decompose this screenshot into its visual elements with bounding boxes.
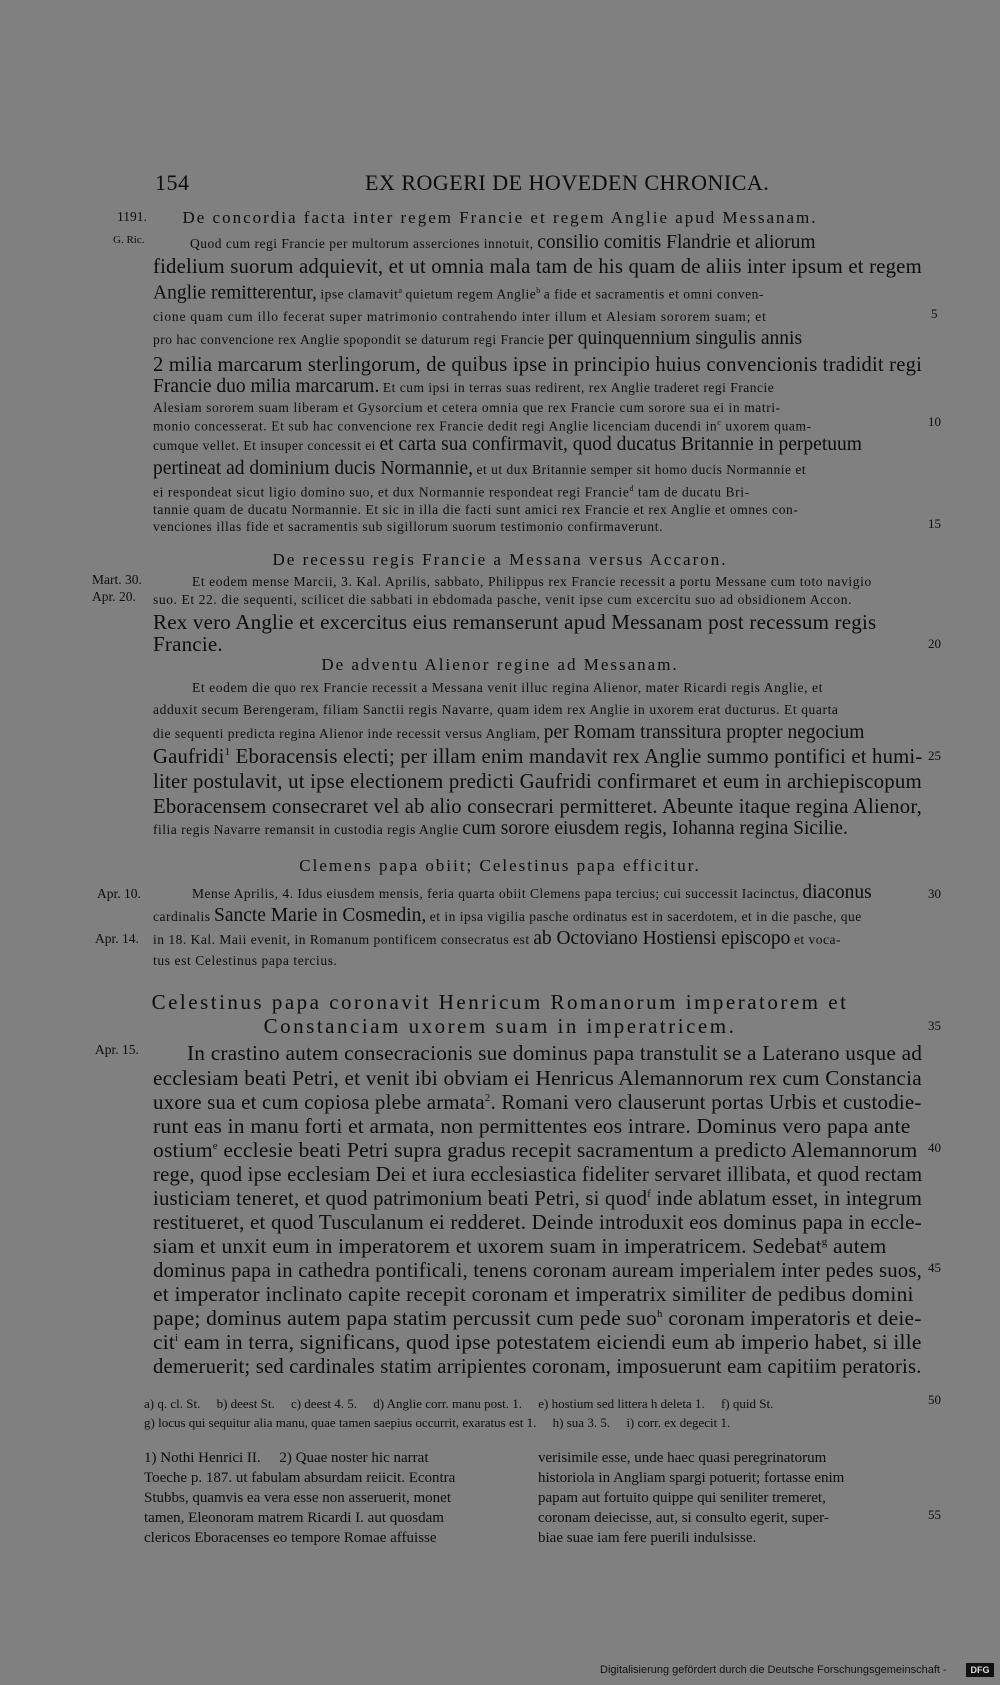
section-heading: De adventu Alienor regine ad Messanam.	[321, 655, 679, 674]
margin-date: Apr. 10.	[97, 886, 141, 901]
apparatus-line: a) q. cl. St. b) deest St. c) deest 4. 5. d) Anglie corr. manu post. 1. e) hostium sed littera h deleta 1. f) quid St.	[144, 1396, 774, 1411]
text-line: suo. Et 22. die sequenti, scilicet die sabbati in ebdomada pasche, venit ipse cum excercitu suo ad obsidionem Accon.	[153, 592, 853, 607]
digitization-credit: Digitalisierung gefördert durch die Deutsche Forschungsgemeinschaft -	[600, 1664, 947, 1676]
running-title: EX ROGERI DE HOVEDEN CHRONICA.	[365, 170, 770, 195]
footnote-line: biae suae iam fere puerili indulsisse.	[538, 1530, 757, 1546]
line-number: 10	[928, 414, 941, 429]
text-line: pro hac convencione rex Anglie spopondit se daturum regi Francie per quinquennium singulis annis	[153, 328, 803, 349]
text-line: ei respondeat sicut ligio domino suo, et dux Normannie respondeat regi Francie$^d$ tam de ducatu Bri-	[153, 484, 750, 500]
line-number: 35	[928, 1018, 941, 1033]
text-line: Rex vero Anglie et excercitus eius remanserunt apud Messanam post recessum regis	[153, 610, 877, 634]
text-line: liter postulavit, ut ipse electionem predicti Gaufridi confirmaret et eum in archiepiscopum	[153, 769, 922, 793]
text-line: in 18. Kal. Maii evenit, in Romanum pontificem consecratus est ab Octoviano Hostiensi episcopo et voca-	[153, 928, 842, 949]
margin-date: Apr. 14.	[95, 931, 139, 946]
text-line: fidelium suorum adquievit, et ut omnia mala tam de his quam de aliis inter ipsum et regem	[153, 254, 922, 278]
text-line: cumque vellet. Et insuper concessit ei et carta sua confirmavit, quod ducatus Britannie in perpetuum	[153, 434, 862, 455]
line-number: 40	[928, 1140, 941, 1155]
footnote-line: papam aut fortuito quippe qui seniliter tremeret,	[538, 1490, 826, 1506]
section-heading: Constanciam uxorem suam in imperatricem.	[263, 1014, 737, 1038]
text-line: Et eodem mense Marcii, 3. Kal. Aprilis, sabbato, Philippus rex Francie recessit a portu Messane cum toto navigio	[192, 574, 872, 589]
text-line: monio concesserat. Et sub hac convencione rex Francie dedit regi Anglie licenciam ducendi $in^c$ uxorem quam-	[153, 418, 812, 434]
margin-year: 1191.	[117, 209, 147, 224]
text-line: ecclesiam beati Petri, et venit ibi obviam ei Henricus Alemannorum rex cum Constancia	[153, 1066, 922, 1090]
line-number: 20	[928, 636, 941, 651]
line-number: 25	[928, 748, 941, 763]
footnote-line: coronam deiecisse, aut, si consulto egerit, super-	[538, 1510, 829, 1526]
text-line: Mense Aprilis, 4. Idus eiusdem mensis, feria quarta obiit Clemens papa tercius; cui successit Iacinctus, diaconus	[192, 882, 872, 903]
text-line: adduxit secum Berengeram, filiam Sanctii regis Navarre, quam idem rex Anglie in uxorem erat ducturus. Et quarta	[153, 702, 839, 717]
section-heading: De concordia facta inter regem Francie et regem Anglie apud Messanam.	[182, 208, 818, 227]
margin-date: Mart. 30.	[92, 572, 142, 587]
section-heading: Celestinus papa coronavit Henricum Romanorum imperatorem et	[151, 990, 849, 1014]
text-line: restitueret, et quod Tusculanum ei redderet. Deinde introduxit eos dominus papa in eccle-	[153, 1210, 922, 1234]
text-line: tannie quam de ducatu Normannie. Et sic in illa die facti sunt amici rex Francie et rex Anglie et omnes con-	[153, 502, 799, 517]
text-line: iusticiam teneret, et quod patrimonium beati Petri, si quod$^f$ inde ablatum esset, in integrum	[153, 1186, 923, 1210]
margin-date: Apr. 15.	[95, 1042, 139, 1057]
text-line: Anglie remitterentur, ipse clamavit$^a$ quietum regem Anglie$^b$ a fide et sacramentis et omni conven-	[153, 282, 764, 304]
line-number: 5	[931, 306, 938, 321]
text-line: pape; dominus autem papa statim percussit cum pede suo$^h$ coronam imperatoris et deie-	[153, 1306, 922, 1330]
text-line: Francie.	[153, 632, 223, 656]
line-number: 45	[928, 1260, 941, 1275]
text-line: demeruerit; sed cardinales statim arripientes coronam, imposuerunt eam capitiim peratoris.	[153, 1354, 922, 1378]
footnote-line: clericos Eboracenses eo tempore Romae affuisse	[144, 1530, 437, 1546]
line-number: 30	[928, 886, 941, 901]
margin-date: Apr. 20.	[92, 589, 136, 604]
text-line: Eboracensem consecraret vel ab alio consecrari permitteret. Abeunte itaque regina Alienor,	[153, 794, 922, 818]
text-line: In crastino autem consecracionis sue dominus papa transtulit se a Laterano usque ad	[187, 1041, 923, 1065]
text-line: pertineat ad dominium ducis Normannie, et ut dux Britannie semper sit homo ducis Normannie et	[153, 458, 807, 479]
text-line: Quod cum regi Francie per multorum asserciones innotuit, consilio comitis Flandrie et aliorum	[190, 232, 816, 253]
text-line: 2 milia marcarum sterlingorum, de quibus ipse in principio huius convencionis tradidit regi	[153, 352, 922, 376]
text-line: cardinalis Sancte Marie in Cosmedin, et in ipsa vigilia pasche ordinatus est in sacerdotem, et in die pasche, que	[153, 905, 862, 926]
text-line: siam et unxit eum in imperatorem et uxorem suam in imperatricem. Sedebat$^g$ autem	[153, 1234, 887, 1258]
text-line: filia regis Navarre remansit in custodia regis Anglie cum sorore eiusdem regis, Iohanna regina Sicilie.	[153, 818, 848, 839]
text-line: et imperator inclinato capite recepit coronam et imperatrix similiter de pedibus domini	[153, 1282, 914, 1306]
text-line: tus est Celestinus papa tercius.	[153, 953, 338, 968]
text-line: die sequenti predicta regina Alienor inde recessit versus Angliam, per Romam transsitura propter negocium	[153, 722, 865, 743]
text-line: ostium$^e$ ecclesie beati Petri supra gradus recepit sacramentum a predicto Alemannorum	[153, 1138, 918, 1162]
apparatus-line: g) locus qui sequitur alia manu, quae tamen saepius occurrit, exaratus est 1. h) sua 3. 5. i) corr. ex degecit 1.	[144, 1415, 731, 1430]
line-number: 15	[928, 516, 941, 531]
text-line: dominus papa in cathedra pontificali, tenens coronam auream imperialem inter pedes suos,	[153, 1258, 922, 1282]
footnote-line: tamen, Eleonoram matrem Ricardi I. aut quosdam	[144, 1510, 444, 1526]
line-number: 50	[928, 1392, 941, 1407]
text-line: runt eas in manu forti et armata, non permittentes eos intrare. Dominus vero papa ante	[153, 1114, 911, 1138]
section-heading: Clemens papa obiit; Celestinus papa efficitur.	[299, 856, 701, 875]
section-heading: De recessu regis Francie a Messana versus Accaron.	[272, 550, 728, 569]
text-line: Francie duo milia marcarum. Et cum ipsi in terras suas redirent, rex Anglie traderet regi Francie	[153, 376, 775, 397]
text-line: cit$^i$ eam in terra, significans, quod ipse potestatem eiciendi eum ab imperio habet, si ille	[153, 1330, 922, 1354]
text-line: uxore sua et cum copiosa plebe armata$^2$. Romani vero clauserunt portas Urbis et custodie-	[153, 1090, 922, 1114]
footnote-line: 1) Nothi Henrici II. 2) Quae noster hic narrat	[144, 1450, 429, 1466]
text-line: venciones illas fide et sacramentis sub sigillorum suorum testimonio confirmaverunt.	[153, 519, 664, 534]
text-line: Alesiam sororem suam liberam et Gysorcium et cetera omnia que rex Francie cum sorore sua ei in matri-	[153, 400, 781, 415]
footnote-line: historiola in Angliam spargi potuerit; fortasse enim	[538, 1470, 845, 1486]
text-line: cione quam cum illo fecerat super matrimonio contrahendo inter illum et Alesiam sororem suam; et	[153, 309, 767, 324]
dfg-logo: DFG	[966, 1663, 994, 1677]
text-line: Et eodem die quo rex Francie recessit a Messana venit illuc regina Alienor, mater Ricardi regis Anglie, et	[192, 680, 823, 695]
text-line: rege, quod ipse ecclesiam Dei et iura ecclesiastica fideliter servaret illibata, et quod rectam	[153, 1162, 923, 1186]
footnote-line: Toeche p. 187. ut fabulam absurdam reiicit. Econtra	[144, 1470, 456, 1486]
text-line: Gaufridi$^1$ Eboracensis electi; per illam enim mandavit rex Anglie summo pontifici et humi-	[153, 744, 923, 768]
line-number: 55	[928, 1507, 941, 1522]
footnote-line: verisimile esse, unde haec quasi peregrinatorum	[538, 1450, 827, 1466]
page-number: 154	[155, 170, 190, 195]
margin-source: G. Ric.	[113, 234, 145, 246]
footnote-line: Stubbs, quamvis ea vera esse non asseruerit, monet	[144, 1490, 452, 1506]
